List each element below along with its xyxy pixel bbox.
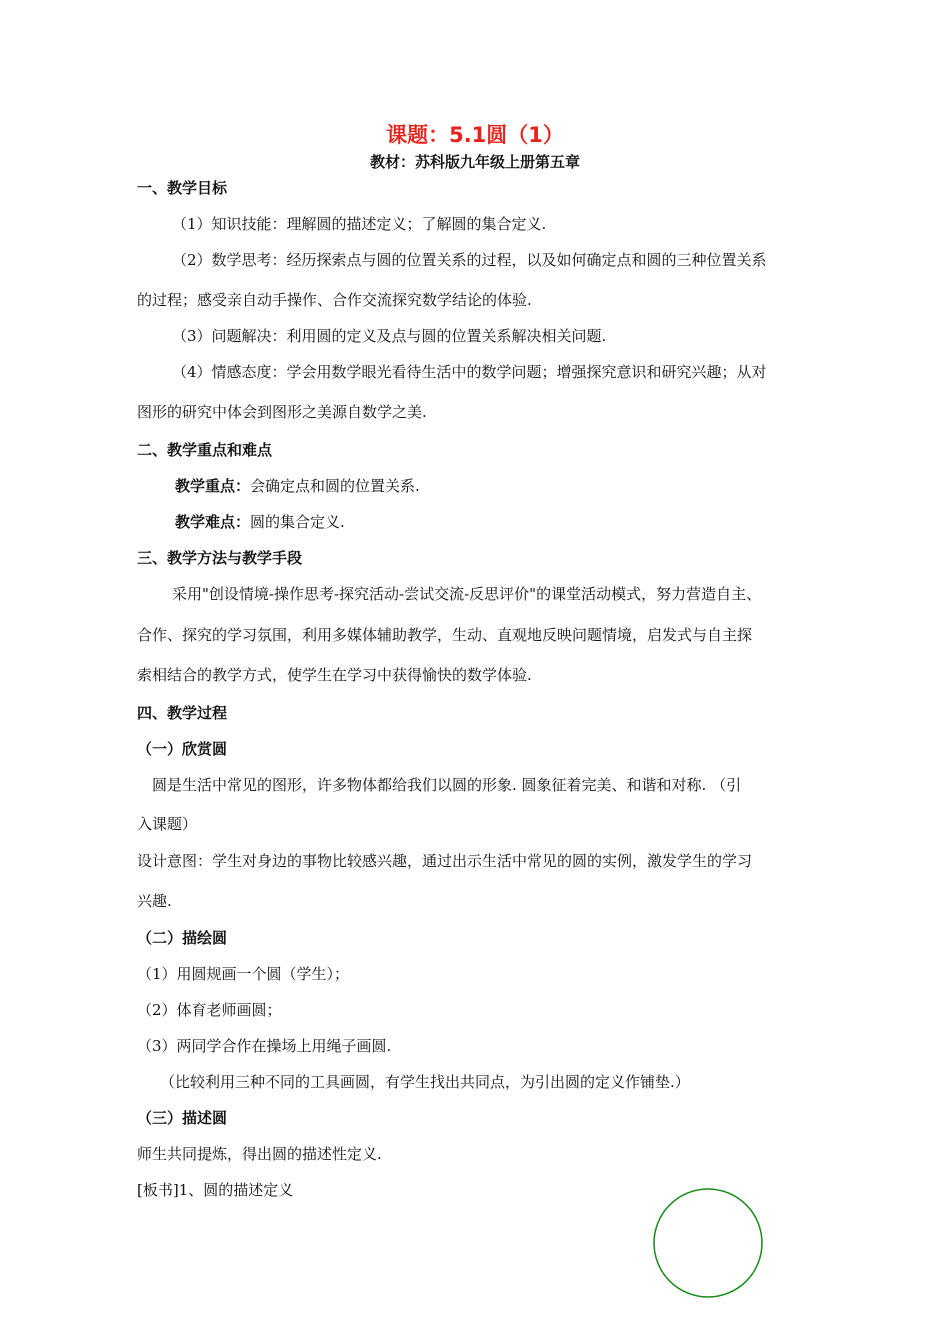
paragraph: 图形的研究中体会到图形之美源自数学之美. [137, 403, 427, 421]
paragraph: （4）情感态度：学会用数学眼光看待生活中的数学问题；增强探究意识和研究兴趣；从对 [172, 363, 767, 381]
paragraph: 师生共同提炼，得出圆的描述性定义. [137, 1145, 382, 1163]
circle-shape [654, 1189, 762, 1297]
paragraph: （比较利用三种不同的工具画圆，有学生找出共同点，为引出圆的定义作铺垫.） [160, 1073, 690, 1091]
section-heading-objectives: 一、教学目标 [137, 179, 228, 197]
paragraph: 圆是生活中常见的图形，许多物体都给我们以圆的形象. 圆象征着完美、和谐和对称. （引 [152, 776, 742, 794]
difficulty-line [175, 512, 345, 532]
paragraph: 采用"创设情境-操作思考-探究活动-尝试交流-反思评价"的课堂活动模式，努力营造自主、 [172, 585, 762, 603]
section-heading-key-points: 二、教学重点和难点 [137, 441, 273, 459]
section-heading-methods: 三、教学方法与教学手段 [137, 549, 303, 567]
difficulty-label: 教学难点： [175, 513, 251, 531]
paragraph: 索相结合的教学方式，使学生在学习中获得愉快的数学体验. [137, 666, 532, 684]
list-item: （3）两同学合作在操场上用绳子画圆. [137, 1037, 392, 1055]
paragraph: 的过程；感受亲自动手操作、合作交流探究数学结论的体验. [137, 291, 532, 309]
difficulty-text: 圆的集合定义. [250, 513, 345, 531]
list-item: （1）用圆规画一个圆（学生）； [137, 965, 350, 983]
list-item: （2）体育老师画圆； [137, 1001, 282, 1019]
paragraph: （2）数学思考：经历探索点与圆的位置关系的过程，以及如何确定点和圆的三种位置关系 [172, 251, 767, 269]
paragraph: 入课题） [137, 815, 198, 833]
paragraph: [板书]1、圆的描述定义 [137, 1181, 294, 1199]
paragraph: （3）问题解决：利用圆的定义及点与圆的位置关系解决相关问题. [172, 327, 607, 345]
section-heading-process: 四、教学过程 [137, 704, 228, 722]
page-subtitle: 教材：苏科版九年级上册第五章 [369, 153, 580, 171]
subsection-heading: （三）描述圆 [137, 1109, 228, 1127]
paragraph: 兴趣. [137, 892, 172, 910]
key-point-line [175, 476, 420, 496]
key-point-label: 教学重点： [175, 477, 251, 495]
key-point-text: 会确定点和圆的位置关系. [250, 477, 420, 495]
page-title: 课题：5.1圆（1） [386, 123, 564, 147]
subsection-heading: （一）欣赏圆 [137, 740, 228, 758]
subsection-heading: （二）描绘圆 [137, 929, 228, 947]
paragraph: 设计意图：学生对身边的事物比较感兴趣，通过出示生活中常见的圆的实例，激发学生的学习 [137, 852, 753, 870]
circle-illustration [652, 1187, 764, 1299]
paragraph: （1）知识技能：理解圆的描述定义；了解圆的集合定义. [172, 215, 547, 233]
paragraph: 合作、探究的学习氛围，利用多媒体辅助教学，生动、直观地反映问题情境，启发式与自主探 [137, 626, 753, 644]
